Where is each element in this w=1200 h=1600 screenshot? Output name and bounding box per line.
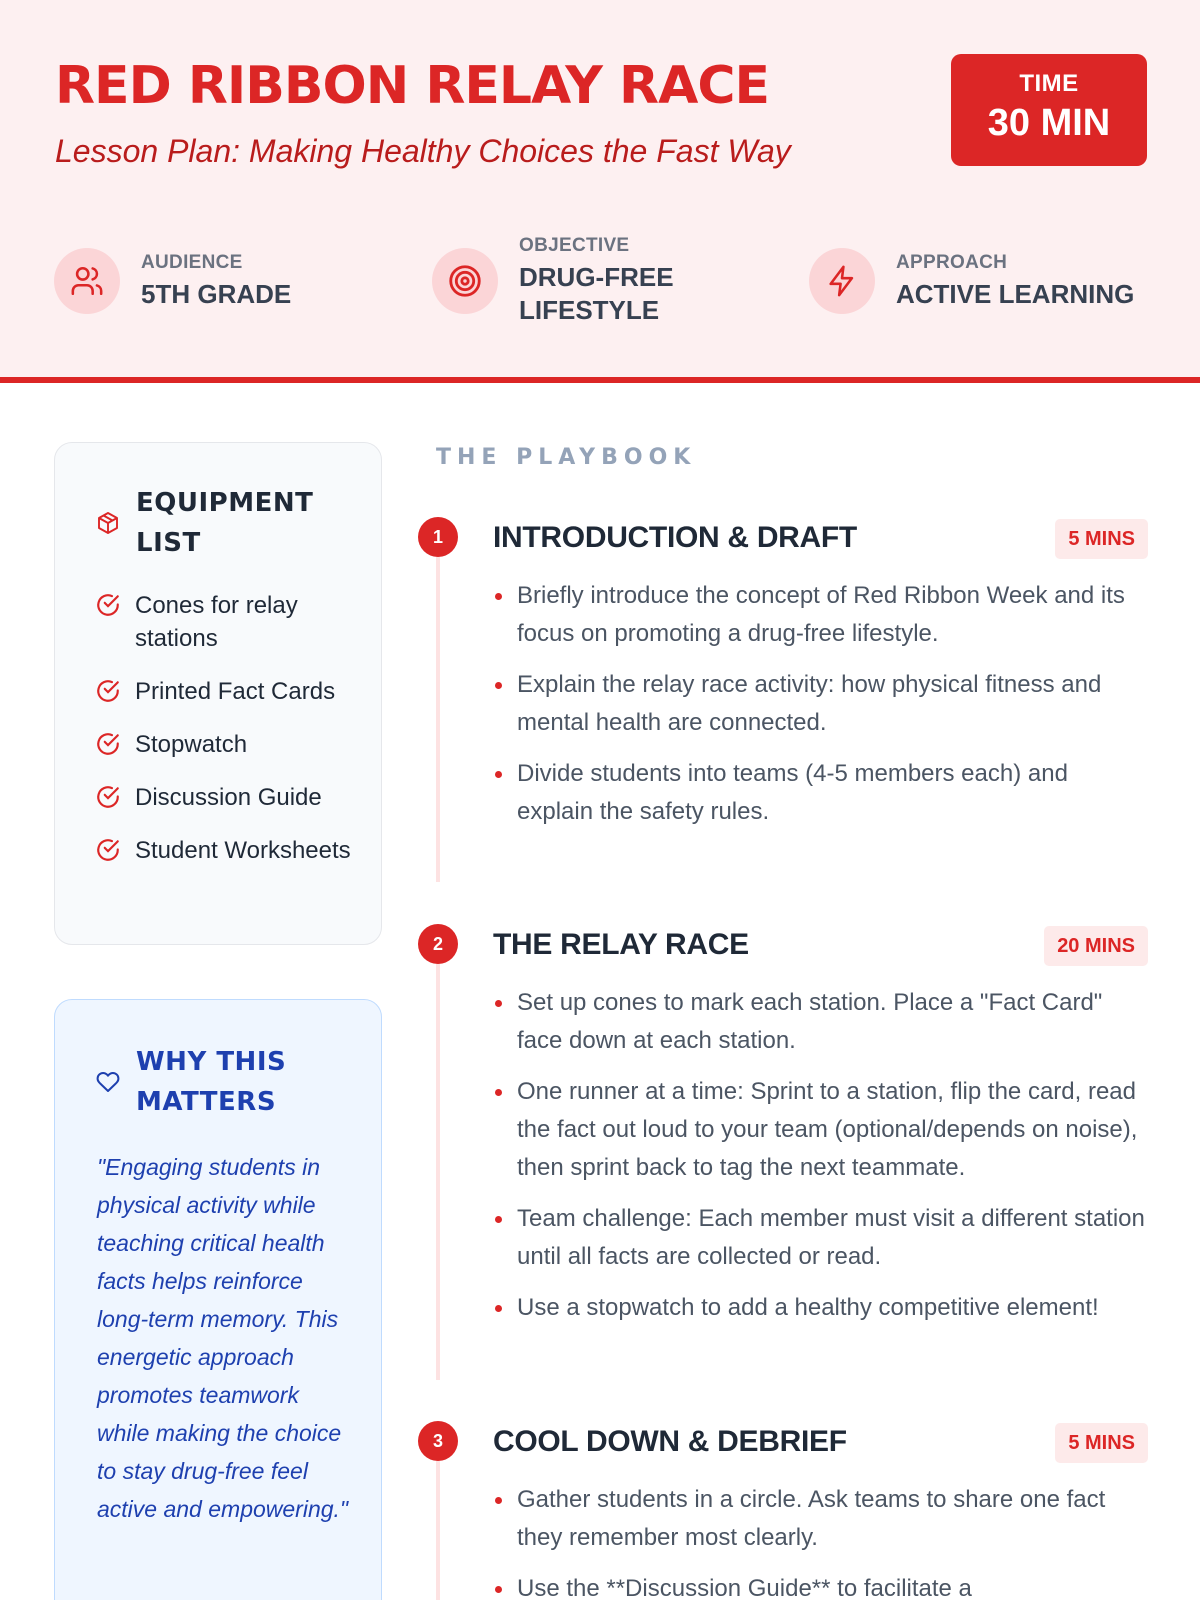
timeline-connector <box>436 1452 440 1600</box>
check-circle-icon <box>95 784 121 810</box>
timeline-connector <box>436 548 440 882</box>
step-bullet: Set up cones to mark each station. Place a "Fact Card" face down at each station. <box>493 984 1148 1060</box>
check-circle-icon <box>95 592 121 618</box>
step-number: 3 <box>418 1421 458 1461</box>
page-subtitle: Lesson Plan: Making Healthy Choices the Fast Way <box>55 133 791 169</box>
check-circle-icon <box>95 837 121 863</box>
target-icon <box>432 248 498 314</box>
equipment-item-label: Discussion Guide <box>135 784 322 811</box>
time-value: 30 MIN <box>987 102 1111 144</box>
meta-audience <box>54 248 291 314</box>
step-number: 1 <box>418 517 458 557</box>
users-icon <box>54 248 120 314</box>
why-quote: "Engaging students in physical activity while teaching critical health facts helps reinforce long-term memory. This energetic approach promotes teamwork while making the choice to stay drug-free feel active and empowering." <box>97 1154 349 1522</box>
meta-audience-value: 5TH GRADE <box>141 278 292 309</box>
why-title: WHY THIS MATTERS <box>136 1047 287 1117</box>
step-bullet: Use a stopwatch to add a healthy competitive element! <box>493 1289 1148 1327</box>
step-duration-badge: 5 MINS <box>1055 1423 1148 1463</box>
equipment-item-label: Cones for relay stations <box>135 592 298 652</box>
step-bullet: Divide students into teams (4-5 members each) and explain the safety rules. <box>493 755 1148 831</box>
equipment-item-label: Stopwatch <box>135 731 248 758</box>
step-bullet: Briefly introduce the concept of Red Ribbon Week and its focus on promoting a drug-free lifestyle. <box>493 577 1148 653</box>
check-circle-icon <box>95 678 121 704</box>
time-label: TIME <box>1019 70 1079 97</box>
equipment-header <box>95 483 336 563</box>
step-bullet-list <box>493 984 1148 1340</box>
step-bullet: One runner at a time: Sprint to a station, flip the card, read the fact out loud to your team (optional/depends on noise), then sprint back to tag the next teammate. <box>493 1073 1148 1187</box>
step-bullet-list <box>493 577 1148 844</box>
equipment-item <box>95 728 365 761</box>
step-title: INTRODUCTION & DRAFT <box>493 521 857 554</box>
time-badge <box>951 54 1147 166</box>
meta-objective-label: OBJECTIVE <box>519 235 630 256</box>
equipment-list <box>95 589 365 887</box>
meta-audience-label: AUDIENCE <box>141 251 243 273</box>
equipment-card <box>54 442 382 945</box>
meta-objective-value: DRUG-FREE LIFESTYLE <box>519 262 674 325</box>
equipment-item <box>95 781 365 814</box>
equipment-item-label: Student Worksheets <box>135 837 351 864</box>
equipment-title: EQUIPMENT LIST <box>136 488 314 558</box>
box-icon <box>95 510 121 536</box>
step-bullet: Team challenge: Each member must visit a different station until all facts are collected or read. <box>493 1200 1148 1276</box>
meta-approach <box>809 248 1134 314</box>
step-bullet: Gather students in a circle. Ask teams to share one fact they remember most clearly. <box>493 1481 1148 1557</box>
heart-icon <box>95 1069 121 1095</box>
meta-approach-label: APPROACH <box>896 251 1008 273</box>
equipment-item-label: Printed Fact Cards <box>135 678 336 705</box>
meta-objective <box>432 235 689 325</box>
step-number: 2 <box>418 924 458 964</box>
step-bullet: Explain the relay race activity: how physical fitness and mental health are connected. <box>493 666 1148 742</box>
meta-approach-value: ACTIVE LEARNING <box>896 278 1135 309</box>
check-circle-icon <box>95 731 121 757</box>
equipment-item <box>95 834 365 867</box>
lesson-header <box>0 0 1200 383</box>
timeline-connector <box>436 955 440 1380</box>
equipment-item <box>95 675 365 708</box>
step-bullet: Use the **Discussion Guide** to facilitate a <box>493 1570 1148 1600</box>
playbook-title: THE PLAYBOOK <box>436 445 697 470</box>
step-duration-badge: 20 MINS <box>1044 926 1148 966</box>
step-duration-badge: 5 MINS <box>1055 519 1148 559</box>
why-header <box>95 1042 336 1122</box>
step-bullet-list <box>493 1481 1148 1600</box>
step-title: THE RELAY RACE <box>493 928 749 961</box>
page-title: RED RIBBON RELAY RACE <box>55 56 770 116</box>
equipment-item <box>95 589 365 655</box>
step-title: COOL DOWN & DEBRIEF <box>493 1425 847 1458</box>
lightning-icon <box>809 248 875 314</box>
why-card <box>54 999 382 1600</box>
